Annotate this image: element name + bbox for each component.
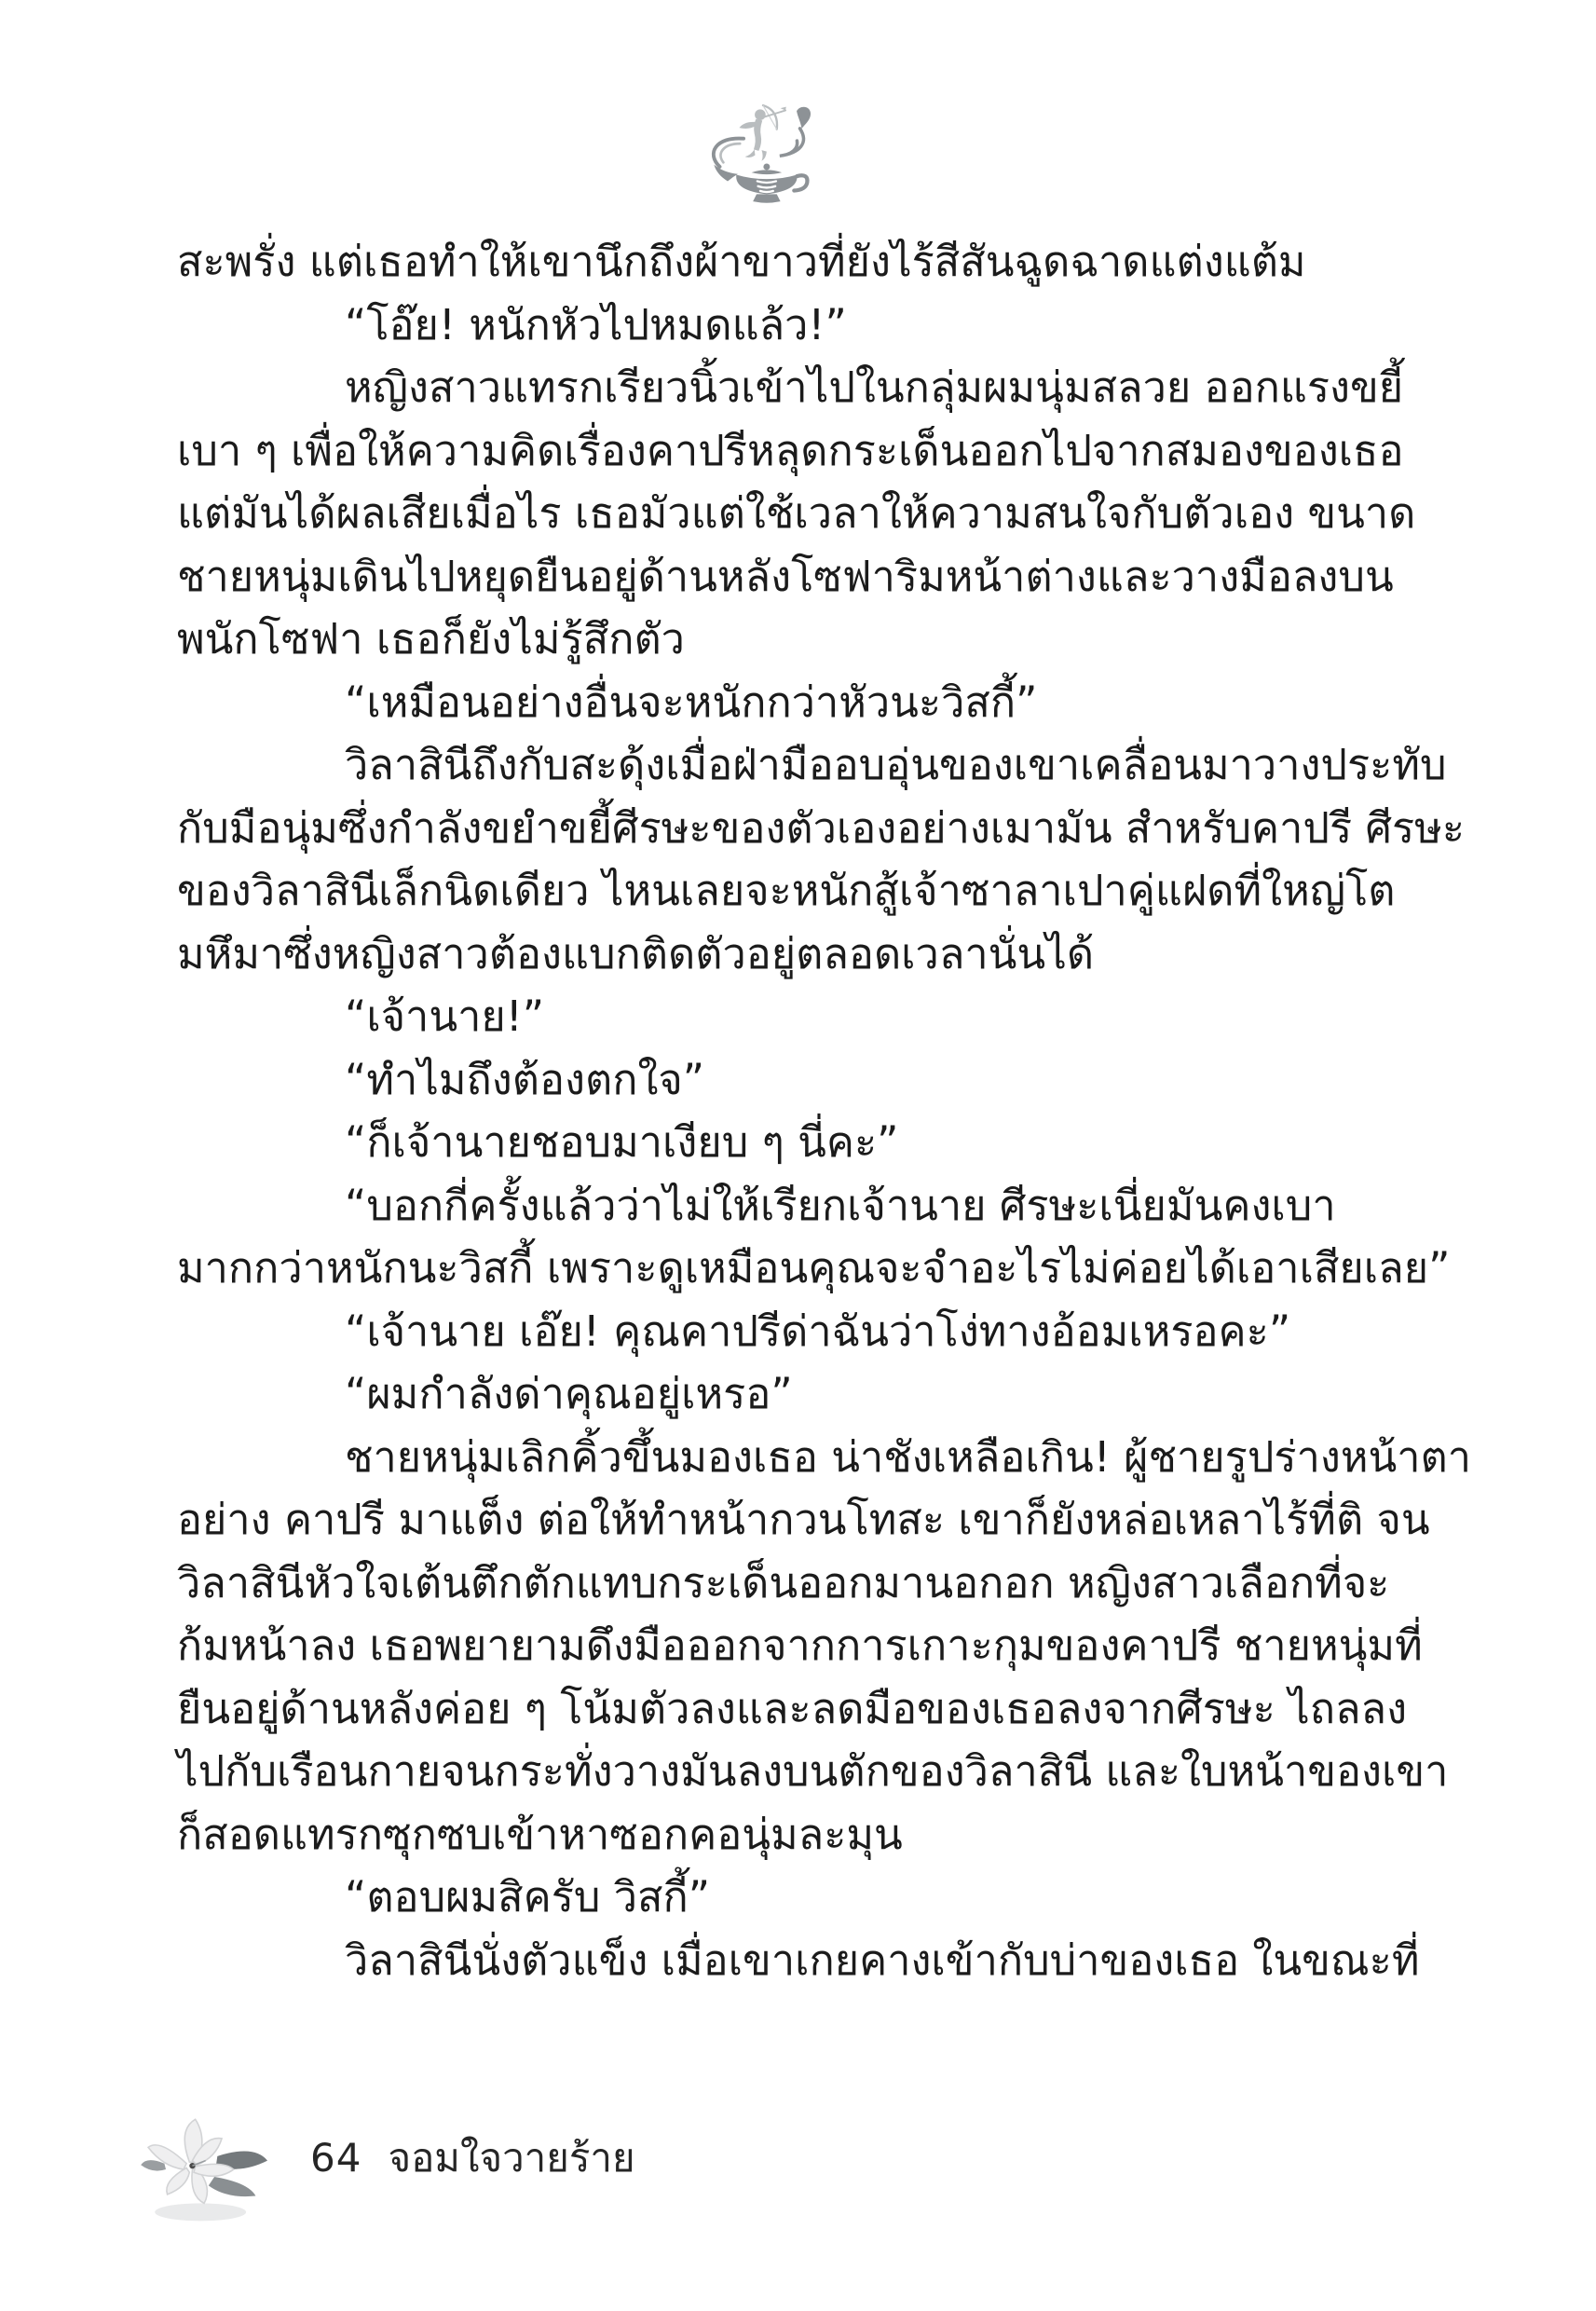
text-line: “โอ๊ย! หนักหัวไปหมดแล้ว!” bbox=[345, 299, 847, 349]
text-line: สะพรั่ง แต่เธอทำให้เขานึกถึงผ้าขาวที่ยังไร้สีสันฉูดฉาดแต่งแต้ม bbox=[177, 237, 1306, 286]
text-line: ของวิลาสินีเล็กนิดเดียว ไหนเลยจะหนักสู้เจ้าซาลาเปาคู่แฝดที่ใหญ่โต bbox=[177, 866, 1396, 915]
footer-text bbox=[310, 2135, 635, 2181]
text-line: ไปกับเรือนกายจนกระทั่งวางมันลงบนตักของวิลาสินี และใบหน้าของเขา bbox=[177, 1746, 1449, 1796]
text-line: เบา ๆ เพื่อให้ความคิดเรื่องคาปรีหลุดกระเด็นออกไปจากสมองของเธอ bbox=[177, 425, 1404, 475]
body-text bbox=[177, 230, 1472, 1991]
book-title: จอมใจวายร้าย bbox=[388, 2135, 635, 2181]
genie-lamp-cupid-heart-icon bbox=[706, 96, 820, 212]
text-line: ก้มหน้าลง เธอพยายามดึงมือออกจากการเกาะกุมของคาปรี ชายหนุ่มที่ bbox=[177, 1620, 1423, 1670]
lily-flower-icon bbox=[138, 2109, 285, 2237]
text-line: มหึมาซึ่งหญิงสาวต้องแบกติดตัวอยู่ตลอดเวลานั่นได้ bbox=[177, 928, 1095, 978]
text-line: “ทำไมถึงต้องตกใจ” bbox=[345, 1054, 705, 1104]
text-line: “ผมกำลังด่าคุณอยู่เหรอ” bbox=[345, 1369, 793, 1418]
text-line: วิลาสินีถึงกับสะดุ้งเมื่อฝ่ามืออบอุ่นของเขาเคลื่อนมาวางประทับ bbox=[345, 740, 1447, 789]
text-line: “เจ้านาย เอ๊ย! คุณคาปรีด่าฉันว่าโง่ทางอ้อมเหรอคะ” bbox=[345, 1306, 1291, 1356]
text-line: วิลาสินีนั่งตัวแข็ง เมื่อเขาเกยคางเข้ากับบ่าของเธอ ในขณะที่ bbox=[345, 1935, 1420, 1985]
text-line: อย่าง คาปรี มาแต็ง ต่อให้ทำหน้ากวนโทสะ เขาก็ยังหล่อเหลาไร้ที่ติ จน bbox=[177, 1495, 1430, 1544]
text-line: “เหมือนอย่างอื่นจะหนักกว่าหัวนะวิสกี้” bbox=[345, 677, 1038, 727]
page-number: 64 bbox=[310, 2135, 362, 2181]
text-line: “เจ้านาย!” bbox=[345, 991, 545, 1041]
text-line: มากกว่าหนักนะวิสกี้ เพราะดูเหมือนคุณจะจำอะไรไม่ค่อยได้เอาเสียเลย” bbox=[177, 1243, 1451, 1292]
text-line: ชายหนุ่มเลิกคิ้วขึ้นมองเธอ น่าชังเหลือเกิน! ผู้ชายรูปร่างหน้าตา bbox=[345, 1431, 1472, 1482]
text-line: ยืนอยู่ด้านหลังค่อย ๆ โน้มตัวลงและลดมือของเธอลงจากศีรษะ ไถลลง bbox=[177, 1683, 1408, 1733]
text-line: แต่มันได้ผลเสียเมื่อไร เธอมัวแต่ใช้เวลาให้ความสนใจกับตัวเอง ขนาด bbox=[177, 488, 1416, 538]
text-line: “บอกกี่ครั้งแล้วว่าไม่ให้เรียกเจ้านาย ศีรษะเนี่ยมันคงเบา bbox=[345, 1180, 1336, 1230]
text-line: วิลาสินีหัวใจเต้นตึกตักแทบกระเด็นออกมานอกอก หญิงสาวเลือกที่จะ bbox=[177, 1557, 1390, 1607]
text-line: ก็สอดแทรกซุกซบเข้าหาซอกคอนุ่มละมุน bbox=[177, 1809, 903, 1859]
text-line: “ตอบผมสิครับ วิสกี้” bbox=[345, 1872, 711, 1921]
text-line: พนักโซฟา เธอก็ยังไม่รู้สึกตัว bbox=[177, 614, 685, 663]
page-footer bbox=[0, 2101, 1596, 2241]
text-line: กับมือนุ่มซึ่งกำลังขยำขยี้ศีรษะของตัวเองอย่างเมามัน สำหรับคาปรี ศีรษะ bbox=[177, 802, 1466, 853]
text-line: ชายหนุ่มเดินไปหยุดยืนอยู่ด้านหลังโซฟาริมหน้าต่างและวางมือลงบน bbox=[177, 551, 1394, 601]
text-line: หญิงสาวแทรกเรียวนิ้วเข้าไปในกลุ่มผมนุ่มสลวย ออกแรงขยี้ bbox=[345, 362, 1404, 412]
text-line: “ก็เจ้านายชอบมาเงียบ ๆ นี่คะ” bbox=[345, 1117, 899, 1167]
chapter-ornament bbox=[706, 96, 820, 212]
